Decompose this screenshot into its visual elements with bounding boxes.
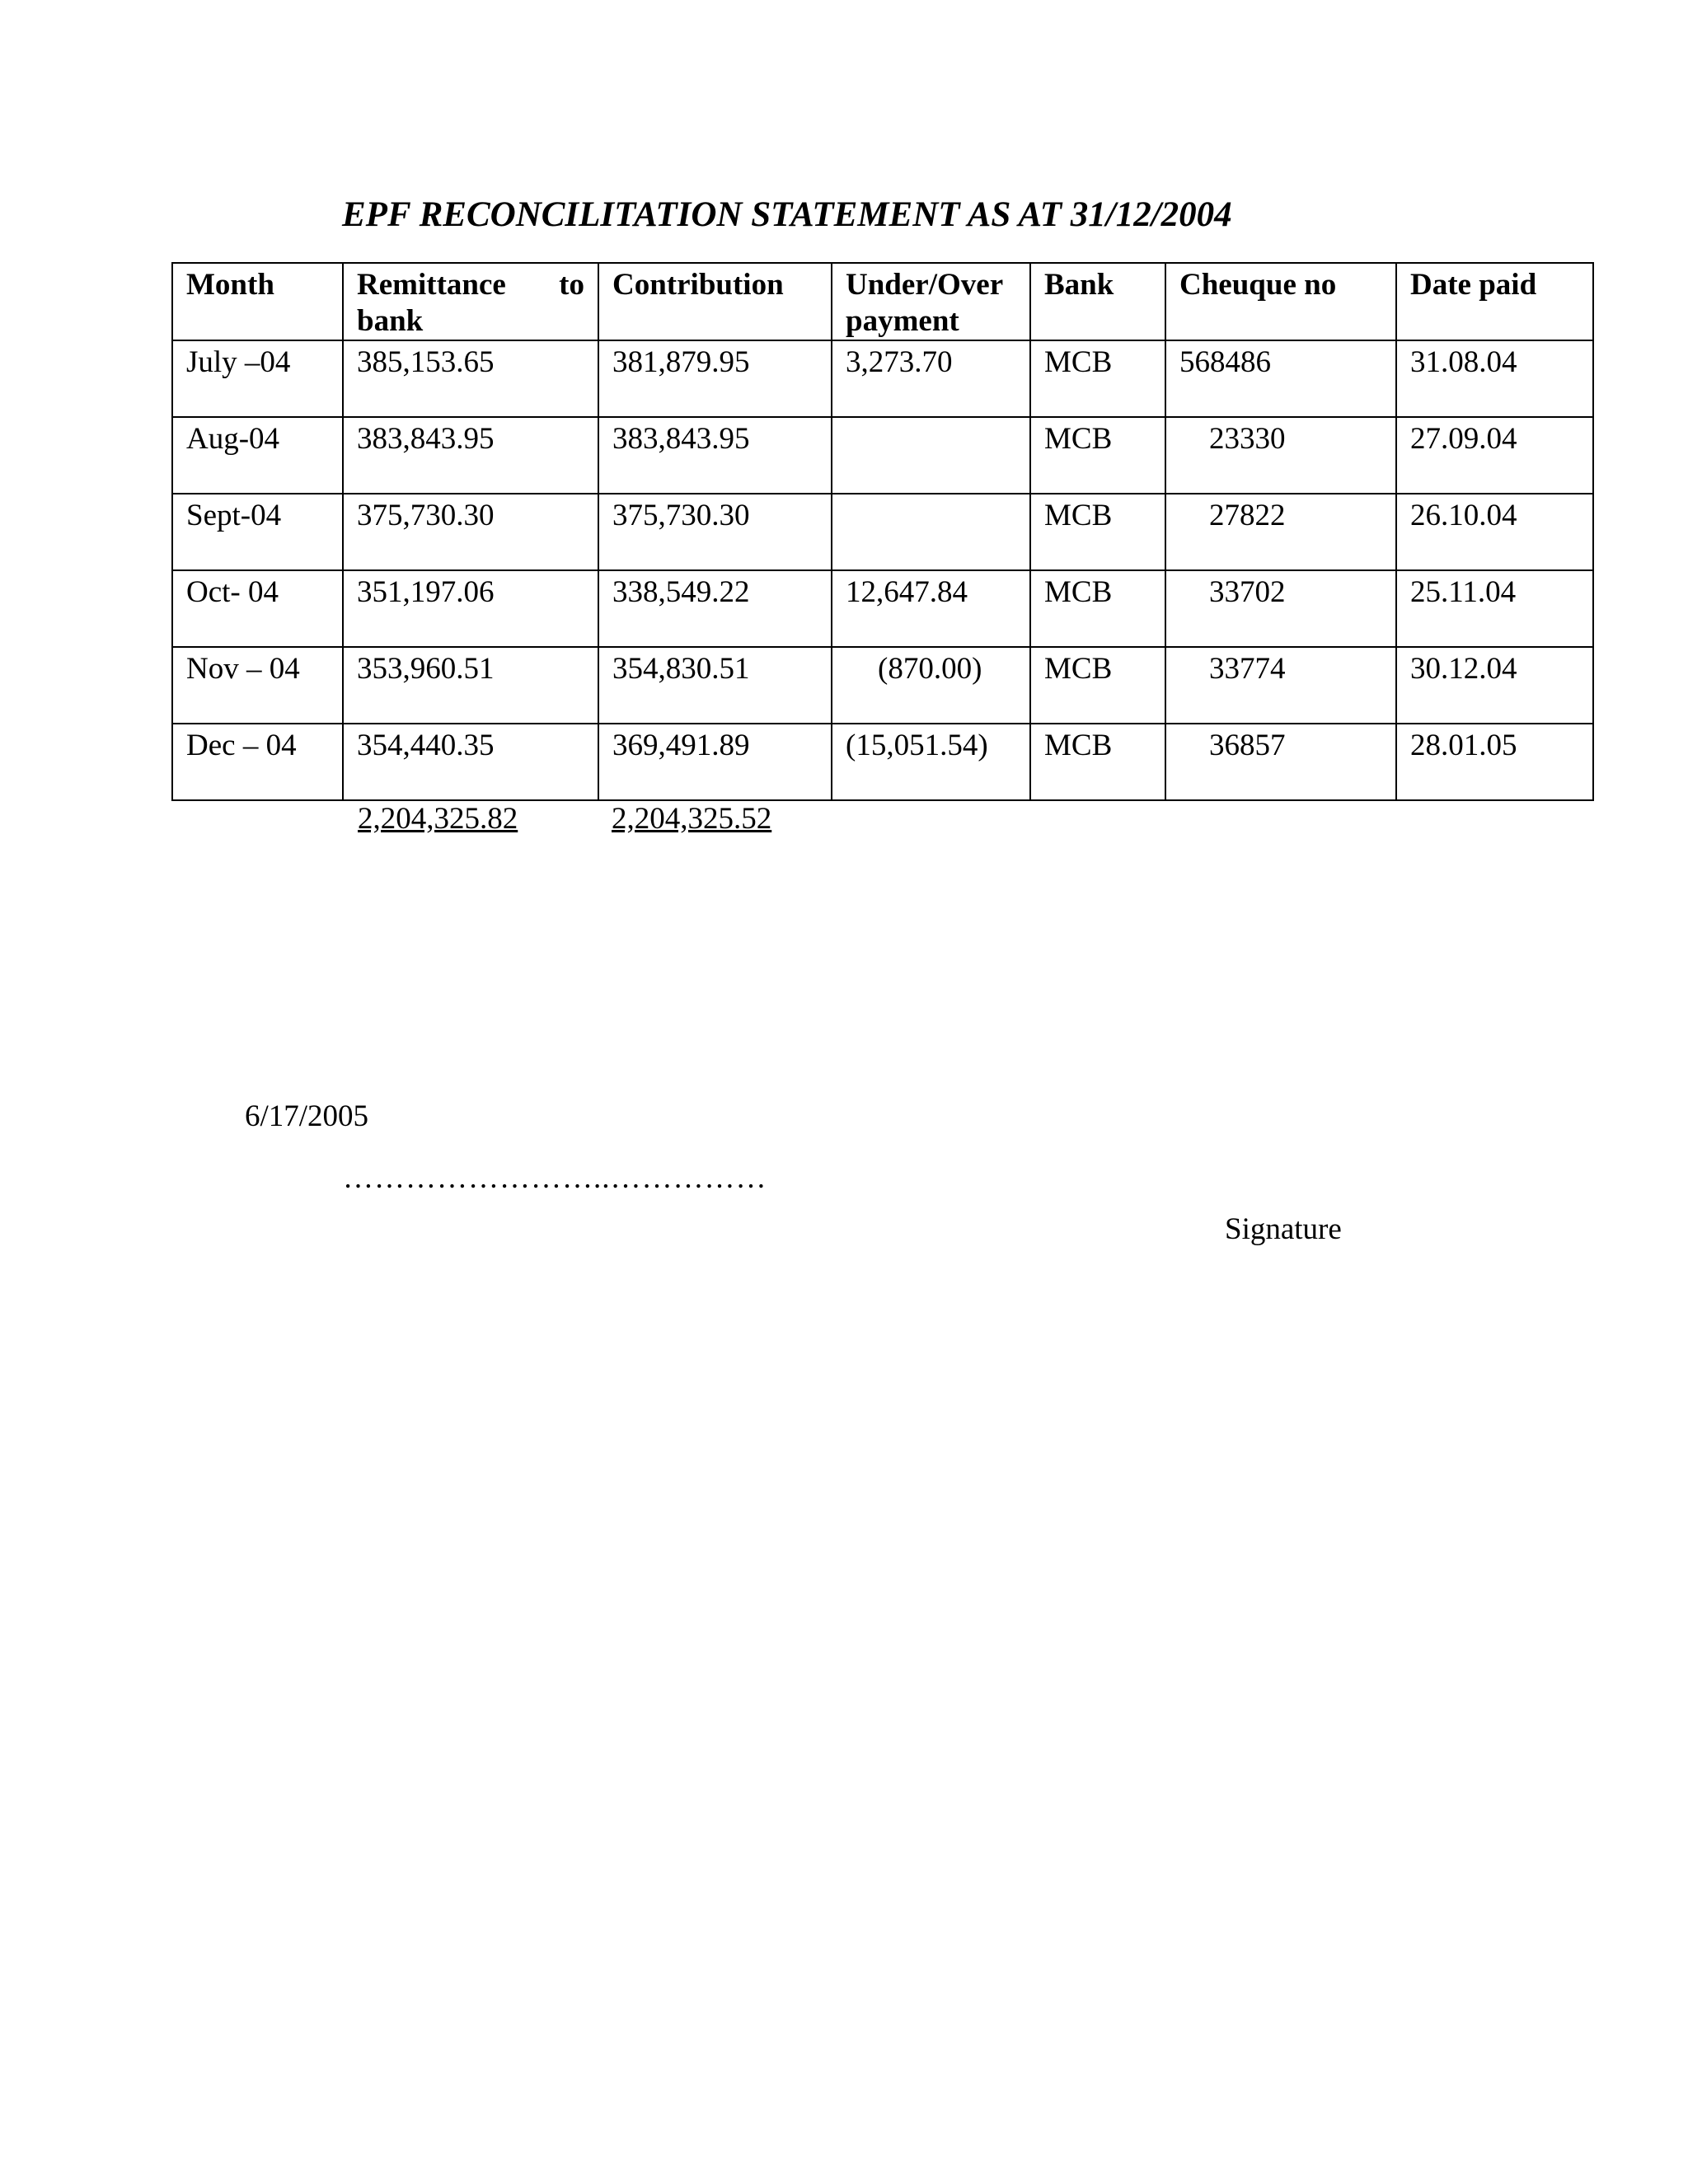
header-under-over-line2: payment [846, 304, 959, 338]
table-row [172, 417, 1593, 494]
page-title: EPF RECONCILITATION STATEMENT AS AT 31/12/2004 [342, 195, 1232, 234]
cell-date-paid: 30.12.04 [1396, 647, 1593, 724]
cell-contribution: 383,843.95 [598, 417, 832, 494]
cell-date-paid: 31.08.04 [1396, 340, 1593, 417]
cell-month: Nov – 04 [172, 647, 343, 724]
cell-under-over [832, 494, 1030, 570]
cell-remittance: 353,960.51 [343, 647, 598, 724]
cell-under-over: (870.00) [832, 647, 1030, 724]
header-remittance-word: Remittance [357, 268, 506, 302]
cell-month: Sept-04 [172, 494, 343, 570]
header-cheque-no: Cheuque no [1165, 263, 1396, 340]
cell-bank: MCB [1030, 417, 1165, 494]
table-row [172, 570, 1593, 647]
header-under-over-line1: Under/Over [846, 268, 1004, 302]
cell-date-paid: 27.09.04 [1396, 417, 1593, 494]
cell-remittance: 351,197.06 [343, 570, 598, 647]
cell-under-over [832, 417, 1030, 494]
cell-under-over: (15,051.54) [832, 724, 1030, 800]
header-remittance-line2: bank [357, 304, 424, 338]
cell-date-paid: 28.01.05 [1396, 724, 1593, 800]
cell-month: Aug-04 [172, 417, 343, 494]
header-month: Month [172, 263, 343, 340]
cell-remittance: 385,153.65 [343, 340, 598, 417]
table-header-row [172, 263, 1593, 340]
table-row [172, 340, 1593, 417]
header-remittance [343, 263, 598, 340]
cell-cheque-no: 23330 [1165, 417, 1396, 494]
table-row [172, 494, 1593, 570]
cell-cheque-no: 33702 [1165, 570, 1396, 647]
cell-cheque-no: 36857 [1165, 724, 1396, 800]
cell-bank: MCB [1030, 647, 1165, 724]
cell-cheque-no: 33774 [1165, 647, 1396, 724]
cell-date-paid: 25.11.04 [1396, 570, 1593, 647]
signature-dotted-line: ……………………..…………… [343, 1161, 767, 1195]
cell-month: Dec – 04 [172, 724, 343, 800]
cell-bank: MCB [1030, 340, 1165, 417]
header-contribution: Contribution [598, 263, 832, 340]
cell-contribution: 354,830.51 [598, 647, 832, 724]
cell-contribution: 381,879.95 [598, 340, 832, 417]
footer-date: 6/17/2005 [245, 1099, 369, 1133]
cell-contribution: 375,730.30 [598, 494, 832, 570]
cell-contribution: 338,549.22 [598, 570, 832, 647]
cell-remittance: 354,440.35 [343, 724, 598, 800]
cell-bank: MCB [1030, 724, 1165, 800]
cell-under-over: 3,273.70 [832, 340, 1030, 417]
cell-remittance: 383,843.95 [343, 417, 598, 494]
cell-remittance: 375,730.30 [343, 494, 598, 570]
cell-cheque-no: 568486 [1165, 340, 1396, 417]
header-bank: Bank [1030, 263, 1165, 340]
header-under-over [832, 263, 1030, 340]
cell-cheque-no: 27822 [1165, 494, 1396, 570]
header-remittance-line1 [357, 267, 584, 303]
reconciliation-table [171, 262, 1594, 801]
cell-bank: MCB [1030, 570, 1165, 647]
header-date-paid: Date paid [1396, 263, 1593, 340]
total-remittance: 2,204,325.82 [358, 802, 518, 836]
header-remittance-to: to [559, 268, 584, 302]
table-row [172, 647, 1593, 724]
cell-under-over: 12,647.84 [832, 570, 1030, 647]
cell-date-paid: 26.10.04 [1396, 494, 1593, 570]
cell-contribution: 369,491.89 [598, 724, 832, 800]
signature-label: Signature [1225, 1212, 1342, 1246]
cell-month: July –04 [172, 340, 343, 417]
cell-bank: MCB [1030, 494, 1165, 570]
cell-month: Oct- 04 [172, 570, 343, 647]
total-contribution: 2,204,325.52 [612, 802, 772, 836]
table-row [172, 724, 1593, 800]
